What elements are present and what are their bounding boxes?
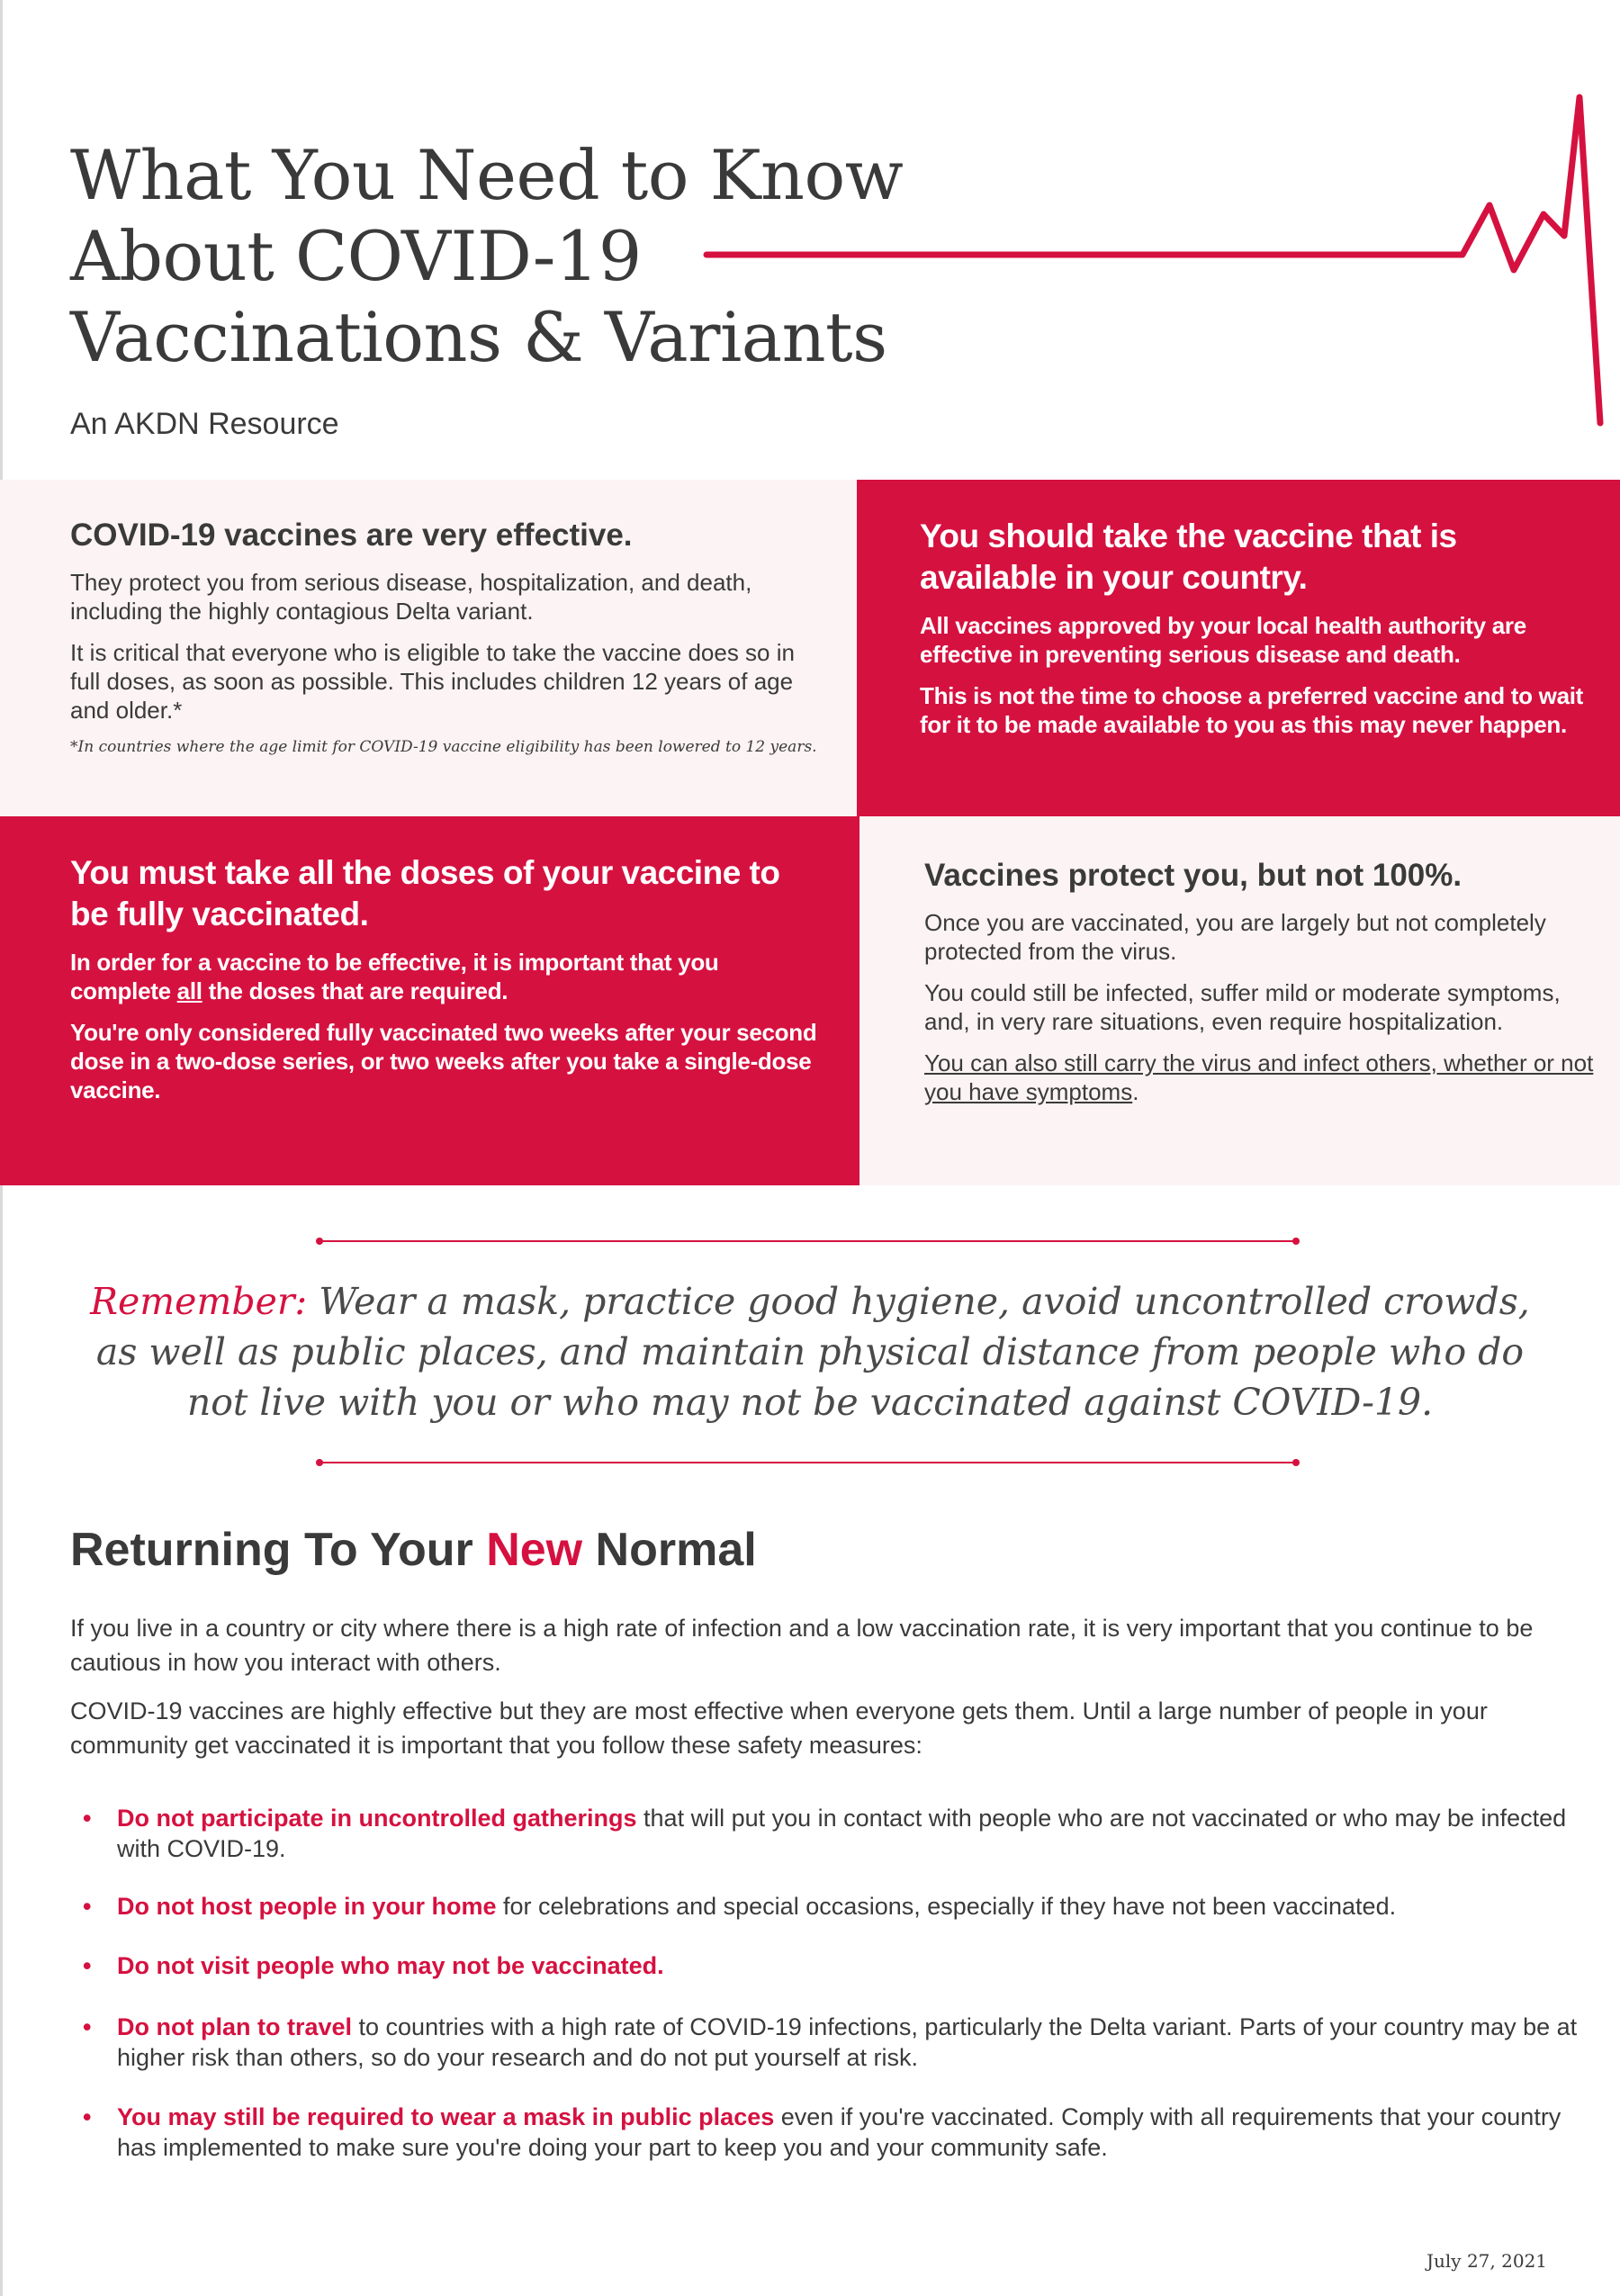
bullet-icon: •: [83, 1805, 92, 1832]
box-paragraph: You could still be infected, suffer mild or moderate symptoms, and, in very rare situations, even require hospitalization.: [924, 979, 1561, 1035]
underlined-word: all: [176, 977, 202, 1004]
box-paragraph: [924, 1049, 1602, 1106]
remember-callout: [90, 1276, 1530, 1427]
divider-bottom: [320, 1462, 1296, 1463]
safety-measures-list: [70, 1803, 1600, 2163]
list-item: [70, 1950, 1600, 1981]
title-line-2: About COVID-19: [70, 216, 642, 296]
body-text: that will put you in contact with people who are not vaccinated or who may be infected with COVID-19.: [117, 1805, 1567, 1862]
title-part: Normal: [582, 1524, 757, 1576]
list-item: [70, 1891, 1600, 1922]
body-text: even if you're vaccinated. Comply with all requirements that your country has implemented to make sure you're doing your part to keep you and your community safe.: [117, 2103, 1562, 2161]
box-paragraph: Once you are vaccinated, you are largely but not completely protected from the virus.: [924, 909, 1546, 965]
body-text: to countries with a high rate of COVID-19 infections, particularly the Delta variant. Parts of your country may be at higher risk than others, so do your research and do not put yourself at risk.: [117, 2013, 1578, 2071]
emphasis-text: Do not host people in your home: [117, 1893, 497, 1920]
text-run: the doses that are required.: [202, 977, 508, 1004]
document-date: July 27, 2021: [1426, 2250, 1548, 2272]
intro-paragraph: If you live in a country or city where there is a high rate of infection and a low vaccination rate, it is very important that you continue to be cautious in how you interact with others.: [70, 1615, 1534, 1676]
box-take-all-doses: [0, 816, 860, 1185]
bullet-icon: •: [83, 2013, 92, 2040]
emphasis-text: Do not plan to travel: [117, 2013, 353, 2040]
title-line-3: Vaccinations & Variants: [70, 297, 887, 377]
remember-label: Remember:: [90, 1280, 308, 1323]
emphasis-text: You may still be required to wear a mask in public places: [117, 2103, 775, 2130]
text-run: In order for a vaccine to be effective, it is important that you complete: [70, 949, 719, 1004]
box-paragraph: All vaccines approved by your local health authority are effective in preventing serious disease and death.: [920, 612, 1526, 668]
footnote: *In countries where the age limit for COVID-19 vaccine eligibility has been lowered to 12 years.: [70, 738, 817, 756]
bullet-icon: •: [83, 2103, 92, 2130]
list-item: [70, 2102, 1600, 2163]
bullet-icon: •: [83, 1952, 92, 1979]
divider-top: [320, 1240, 1296, 1242]
body-text: for celebrations and special occasions, especially if they have not been vaccinated.: [496, 1893, 1397, 1920]
box-vaccines-protect: [860, 816, 1620, 1185]
remember-text: Wear a mask, practice good hygiene, avoid uncontrolled crowds, as well as public places, and maintain physical distance from people who do not live with you or who may not be vaccinated against COVID-19.: [95, 1280, 1530, 1424]
list-item: [70, 2012, 1600, 2073]
box-vaccines-effective: [0, 480, 857, 816]
title-accent: New: [486, 1524, 583, 1576]
text-run: .: [1132, 1078, 1139, 1105]
emphasis-text: Do not participate in uncontrolled gatherings: [117, 1805, 637, 1832]
box-paragraph: [70, 948, 824, 1005]
box-paragraph: They protect you from serious disease, hospitalization, and death, including the highly contagious Delta variant.: [70, 569, 752, 625]
subtitle: An AKDN Resource: [70, 407, 339, 441]
intro-paragraph: COVID-19 vaccines are highly effective but they are most effective when everyone gets them. Until a large number of people in your community get vaccinated it is important that you follow these safety measures:: [70, 1697, 1488, 1759]
title-line-1: What You Need to Know: [70, 135, 904, 215]
box-heading: You should take the vaccine that is available in your country.: [920, 518, 1457, 596]
box-paragraph: You're only considered fully vaccinated two weeks after your second dose in a two-dose series, or two weeks after you take a single-dose vaccine.: [70, 1019, 817, 1103]
box-heading: COVID-19 vaccines are very effective.: [70, 518, 633, 553]
box-paragraph: This is not the time to choose a preferred vaccine and to wait for it to be made available to you as this may never happen.: [920, 682, 1584, 738]
heartbeat-line-graphic: [0, 0, 1620, 450]
title-part: Returning To Your: [70, 1524, 487, 1576]
section-title: [70, 1523, 757, 1577]
box-heading: Vaccines protect you, but not 100%.: [924, 858, 1462, 893]
box-take-available-vaccine: [857, 480, 1620, 816]
bullet-icon: •: [83, 1893, 92, 1920]
emphasis-text: Do not visit people who may not be vaccinated.: [117, 1952, 664, 1979]
box-paragraph: It is critical that everyone who is eligible to take the vaccine does so in full doses, as soon as possible. This includes children 12 years of age and older.*: [70, 639, 795, 724]
list-item: [70, 1803, 1600, 1864]
underlined-sentence: You can also still carry the virus and infect others, whether or not you have symptoms: [924, 1049, 1594, 1105]
box-heading: You must take all the doses of your vaccine to be fully vaccinated.: [70, 854, 780, 932]
